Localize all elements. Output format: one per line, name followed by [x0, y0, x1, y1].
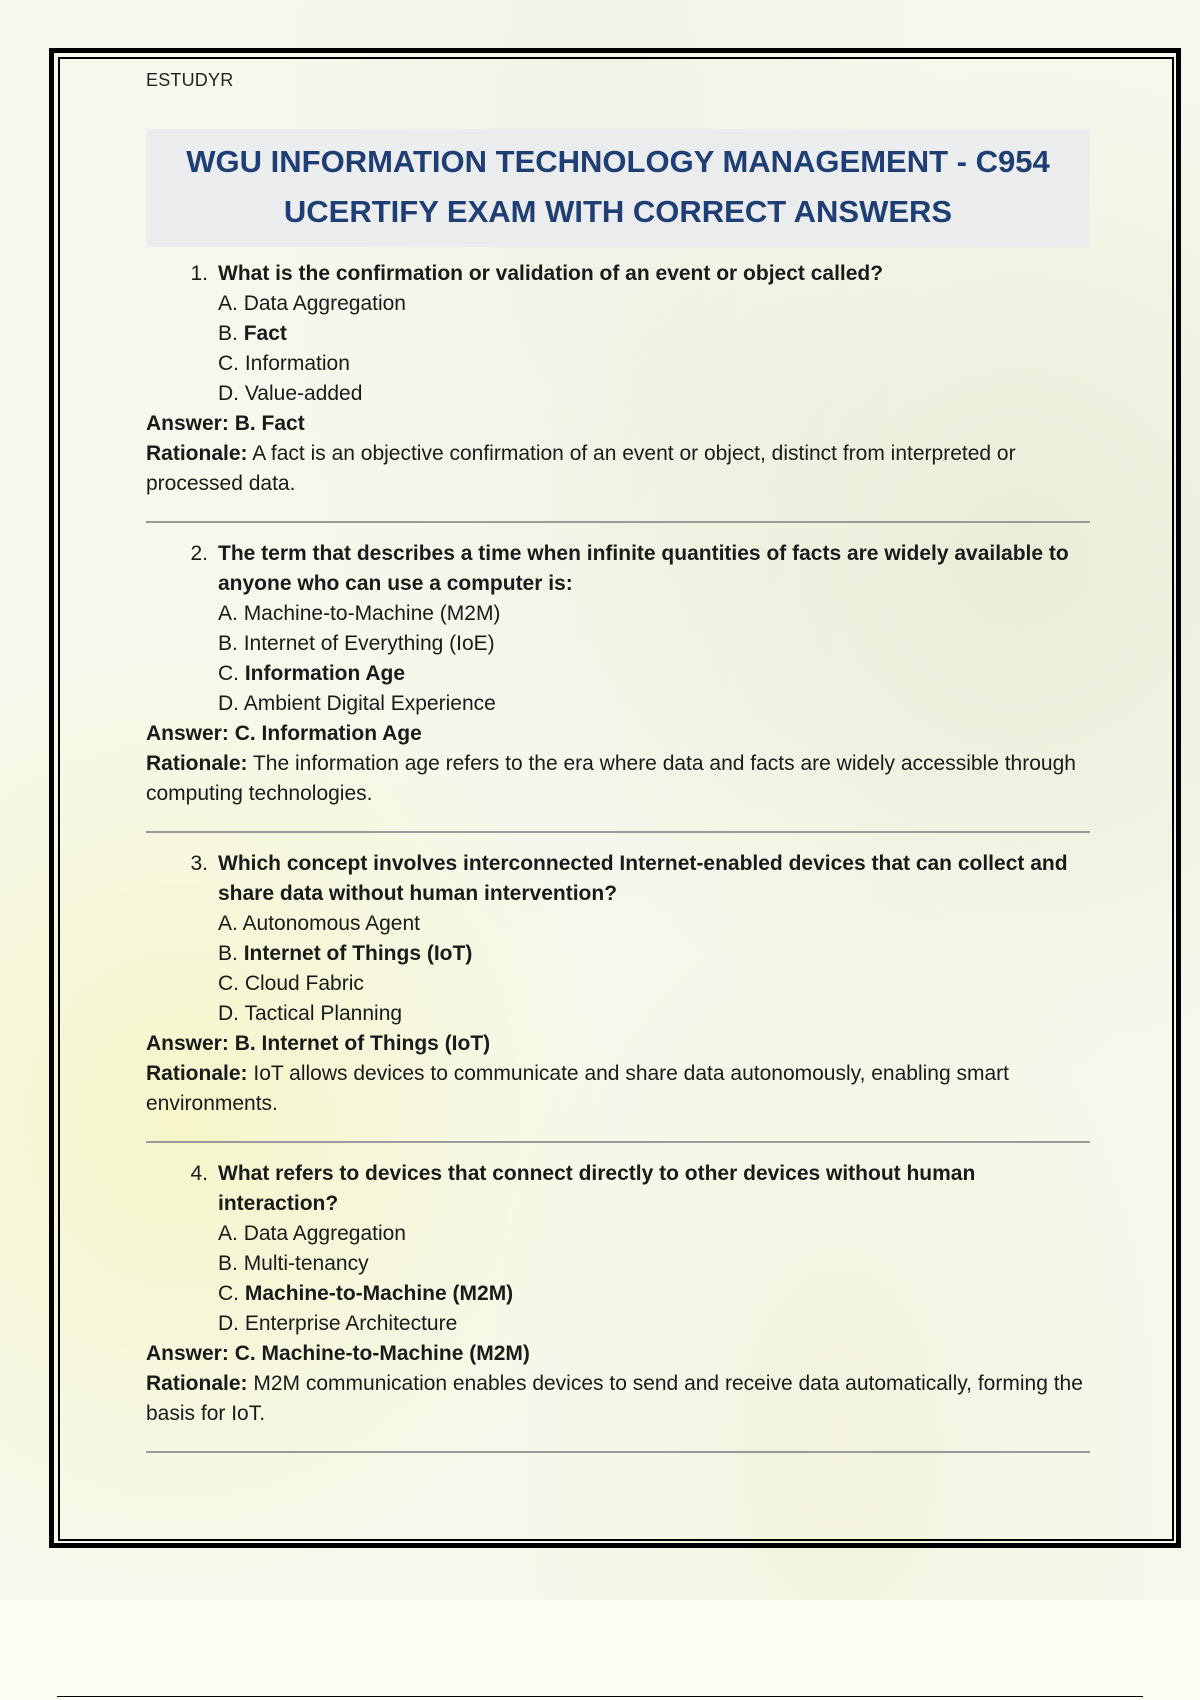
question-number: 4. [190, 1162, 208, 1185]
title-line-2: UCERTIFY EXAM WITH CORRECT ANSWERS [283, 194, 953, 229]
option-a: A. Data Aggregation [218, 1222, 406, 1245]
footer-rule [57, 1696, 1143, 1697]
question-number: 1. [190, 262, 208, 285]
option-c: C. Information [218, 352, 350, 375]
options-list [218, 289, 1090, 409]
option-d: D. Value-added [218, 382, 363, 405]
option-c: C. Information Age [218, 662, 406, 685]
rationale-line: Rationale: IoT allows devices to communicate and share data autonomously, enabling smart environments. [146, 1062, 1009, 1115]
option-a: A. Data Aggregation [218, 292, 406, 315]
options-list [218, 599, 1090, 719]
brand-label: ESTUDYR [146, 70, 234, 90]
option-c: C. Machine-to-Machine (M2M) [218, 1282, 514, 1305]
question-text: The term that describes a time when infinite quantities of facts are widely available to anyone who can use a computer is: [218, 542, 1069, 595]
question-2 [146, 539, 1090, 809]
document-content [146, 70, 1090, 1469]
question-4 [146, 1159, 1090, 1429]
option-b: B. Internet of Everything (IoE) [218, 632, 495, 655]
question-divider [146, 1141, 1090, 1143]
option-d: D. Tactical Planning [218, 1002, 403, 1025]
question-divider [146, 1451, 1090, 1453]
options-list [218, 1219, 1090, 1339]
rationale-line: Rationale: The information age refers to the era where data and facts are widely accessible through computing technologies. [146, 752, 1076, 805]
question-divider [146, 521, 1090, 523]
answer-line: Answer: B. Internet of Things (IoT) [146, 1032, 491, 1055]
question-text: What is the confirmation or validation of an event or object called? [218, 262, 884, 285]
question-text: What refers to devices that connect directly to other devices without human interaction? [218, 1162, 976, 1215]
option-d: D. Ambient Digital Experience [218, 692, 496, 715]
answer-line: Answer: B. Fact [146, 412, 305, 435]
title-banner [146, 129, 1090, 247]
question-3 [146, 849, 1090, 1119]
option-a: A. Machine-to-Machine (M2M) [218, 602, 501, 625]
rationale-line: Rationale: M2M communication enables devices to send and receive data automatically, forming the basis for IoT. [146, 1372, 1083, 1425]
option-b: B. Multi-tenancy [218, 1252, 369, 1275]
options-list [218, 909, 1090, 1029]
question-divider [146, 831, 1090, 833]
option-b: B. Internet of Things (IoT) [218, 942, 473, 965]
answer-line: Answer: C. Machine-to-Machine (M2M) [146, 1342, 530, 1365]
question-1 [146, 259, 1090, 499]
option-c: C. Cloud Fabric [218, 972, 364, 995]
question-number: 3. [190, 852, 208, 875]
title-line-1: WGU INFORMATION TECHNOLOGY MANAGEMENT - C954 [186, 144, 1050, 179]
question-number: 2. [190, 542, 208, 565]
option-a: A. Autonomous Agent [218, 912, 420, 935]
rationale-line: Rationale: A fact is an objective confirmation of an event or object, distinct from interpreted or processed data. [146, 442, 1016, 495]
option-d: D. Enterprise Architecture [218, 1312, 458, 1335]
answer-line: Answer: C. Information Age [146, 722, 422, 745]
question-text: Which concept involves interconnected Internet-enabled devices that can collect and share data without human intervention? [218, 852, 1068, 905]
option-b: B. Fact [218, 322, 287, 345]
